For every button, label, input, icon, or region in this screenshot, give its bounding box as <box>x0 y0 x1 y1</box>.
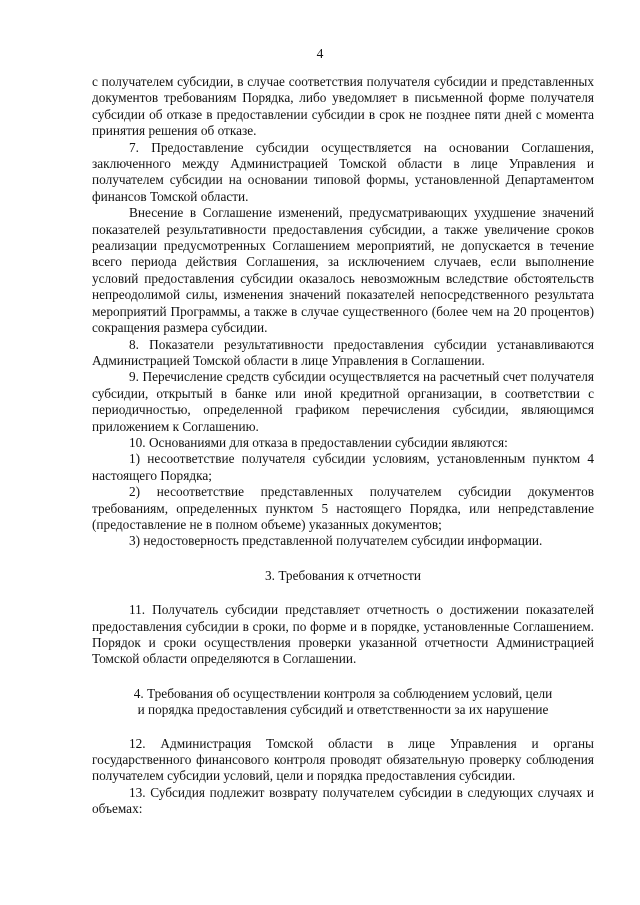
section-3-body <box>92 602 594 668</box>
paragraph-p7: 7. Предоставление субсидии осуществляется на основании Соглашения, заключенного между Администрацией Томской области в лице Управления и получателем субсидии на основании типовой формы, установленной Департаментом финансов Томской области. <box>92 139 594 204</box>
paragraph-p8: 8. Показатели результативности предоставления субсидии устанавливаются Администрацией Томской области в лице Управления в Соглашении. <box>92 336 594 368</box>
section-3-heading: 3. Требования к отчетности <box>265 567 421 583</box>
page-number: 4 <box>316 46 324 61</box>
paragraph-p-cont: с получателем субсидии, в случае соответствия получателя субсидии и представленных документов требованиям Порядка, либо уведомляет в письменной форме получателя субсидии об отказе в предоставлении субсидии в срок не позднее пяти дней с момента принятия решения об отказе. <box>92 74 594 139</box>
paragraph-p10-1: 1) несоответствие получателя субсидии условиям, установленным пунктом 4 настоящего Порядка; <box>92 451 594 483</box>
paragraph-p7b: Внесение в Соглашение изменений, предусматривающих ухудшение значений показателей результативности предоставления субсидии, а также увеличение сроков реализации предусмотренных Соглашением мероприятий, не допускается в течение всего периода действия Соглашения, за исключением случаев, если выполнение условий предоставления субсидии оказалось невозможным вследствие обстоятельств непреодолимой силы, изменения значений показателей непосредственного результата мероприятий Программы, а также в случае существенного (более чем на 20 процентов) сокращения размера субсидии. <box>92 205 594 336</box>
paragraph-p12: 12. Администрация Томской области в лице Управления и органы государственного финансового контроля проводят обязательную проверку соблюдения получателем субсидии условий, цели и порядка предоставления субсидии. <box>92 735 594 784</box>
section-4-heading-line2: и порядка предоставления субсидий и ответственности за их нарушение <box>137 702 549 718</box>
section-4-heading-line1: 4. Требования об осуществлении контроля за соблюдением условий, цели <box>133 685 553 701</box>
paragraph-p9: 9. Перечисление средств субсидии осуществляется на расчетный счет получателя субсидии, открытый в банке или иной кредитной организации, в соответствии с периодичностью, определенной графиком перечисления субсидии, являющимся приложением к Соглашению. <box>92 369 594 434</box>
section-4-body <box>92 736 594 818</box>
paragraph-p10-2: 2) несоответствие представленных получателем субсидии документов требованиям, определенных пунктом 5 настоящего Порядка, или непредставление (предоставление не в полном объеме) указанных документов; <box>92 484 594 532</box>
paragraph-p13: 13. Субсидия подлежит возврату получателем субсидии в следующих случаях и объемах: <box>92 784 594 817</box>
section-4-heading <box>92 686 594 719</box>
section-2-continuation <box>92 74 594 550</box>
paragraph-p11: 11. Получатель субсидии представляет отчетность о достижении показателей предоставления субсидии в сроки, по форме и в порядке, установленные Соглашением. Порядок и сроки осуществления проверки указанной отчетности Администрацией Томской области определяются в Соглашении. <box>92 602 594 667</box>
document-body <box>92 74 594 818</box>
paragraph-p10-3: 3) недостоверность представленной получателем субсидии информации. <box>129 533 543 549</box>
paragraph-p10: 10. Основаниями для отказа в предоставлении субсидии являются: <box>129 434 508 450</box>
